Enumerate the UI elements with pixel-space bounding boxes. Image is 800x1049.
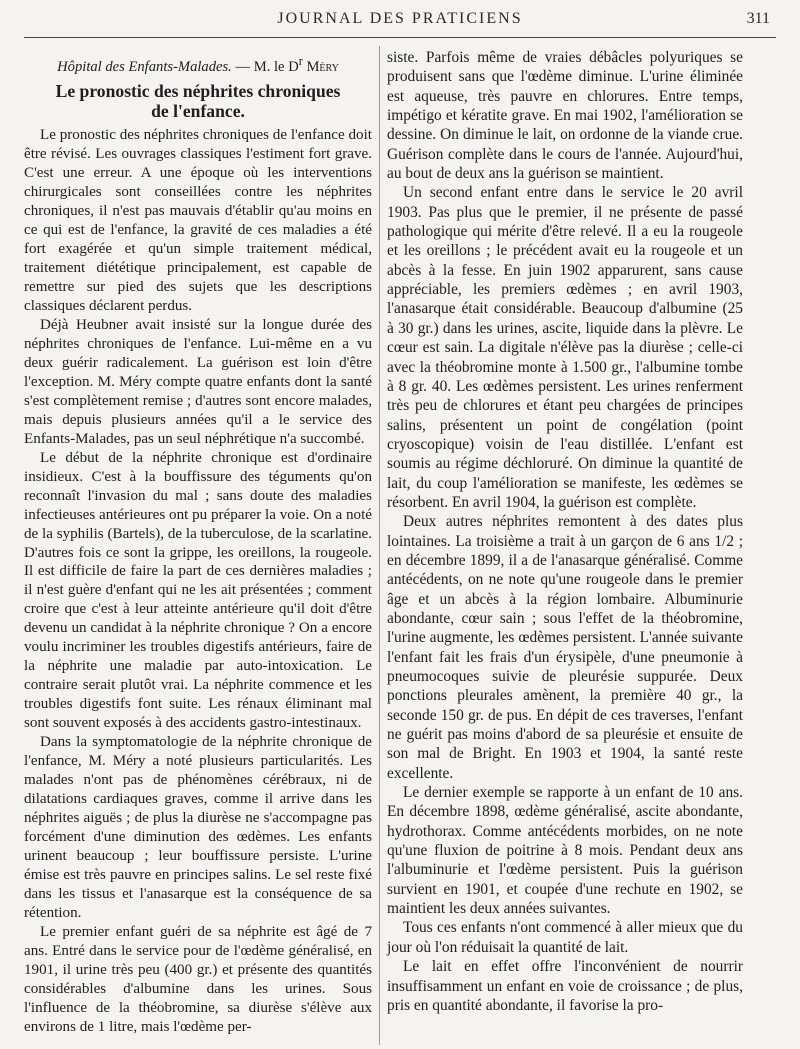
right-column	[387, 48, 743, 1043]
paragraph: Tous ces enfants n'ont commencé à aller mieux que du jour où l'on réduisait la quantité de lait.	[387, 919, 743, 956]
journal-title: JOURNAL DES PRATICIENS	[277, 10, 523, 27]
paragraph: Le lait en effet offre l'inconvénient de nourrir insuffisamment un enfant en voie de croissance ; de plus, pris en quantité abondante, il favorise la pro-	[387, 958, 743, 1014]
paragraph: Le premier enfant guéri de sa néphrite est âgé de 7 ans. Entré dans le service pour de l'œdème généralisé, en 1901, il urine très peu (400 gr.) et présente des quantités considérables d'albumine dans les urines. Sous l'influence de la théobromine, sa diurèse s'élève aux environs de 1 litre, mais l'œdème per-	[24, 924, 372, 1036]
paragraph-continued: siste. Parfois même de vraies débâcles polyuriques se produisent sans que l'œdème diminue. L'urine éliminée est aqueuse, très pauvre en chlorures. Entre temps, impétigo et kératite grave. En mai 1902, l'amélioration se dessine. On diminue le lait, on ordonne de la viande crue. Guérison complète dans le cours de l'année. Aujourd'hui, au bout de deux ans la guérison se maintient.	[387, 49, 743, 183]
paragraph: Déjà Heubner avait insisté sur la longue durée des néphrites chroniques de l'enfance. Lui-même en a vu deux guérir radicalement. La guérison est loin d'être l'exception. M. Méry compte quatre enfants dont la santé s'est complètement remise ; d'autres sont encore malades, mais depuis plusieurs années qu'il a le service des Enfants-Malades, pas un seul néphrétique n'a succombé.	[24, 316, 372, 447]
byline-author: Méry	[302, 58, 339, 75]
byline-dash: — M. le D	[231, 58, 299, 75]
left-column	[24, 48, 372, 1043]
paragraph: Un second enfant entre dans le service le 20 avril 1903. Pas plus que le premier, il ne présente de passé pathologique qui mérite d'être relevé. Il a eu la rougeole et les oreillons ; le précédent avait eu la rougeole et un abcès à la fesse. En juin 1902 apparurent, sans cause appréciable, les premiers œdèmes ; en avril 1903, l'anasarque était considérable. Beaucoup d'albumine (25 à 30 gr.) dans les urines, ascite, liquide dans la plèvre. Le cœur est sain. La digitale n'élève pas la diurèse ; celle-ci avec la théobromine monte à 1.500 gr., l'albumine tombe à 8 gr. 40. Les œdèmes persistent. Les urines renferment très peu de chlorures et étant peu chargées de principes salins, présentent un point de congélation (point cryoscopique) voisin de l'eau distillée. L'enfant est soumis au régime déchloruré. On diminue la quantité de lait, du coup l'amélioration se manifeste, les œdèmes se résorbent. En avril 1904, la guérison est complète.	[387, 184, 743, 511]
running-header	[0, 4, 800, 34]
paragraph: Deux autres néphrites remontent à des dates plus lointaines. La troisième a trait à un garçon de 6 ans 1/2 ; en décembre 1899, il a de l'anasarque généralisé. Comme antécédents, on ne note qu'une rougeole dans le premier âge et un abcès à la région lombaire. Albuminurie abondante, cœur sain ; sous l'effet de la théobromine, l'urine augmente, les œdèmes persistent. L'année suivante l'enfant fait les frais d'un érysipèle, d'une pneumonie à pneumocoques suivie de pleurésie suppurée. Deux ponctions pleurales amènent, la première 40 gr., la seconde 150 gr. de pus. En dépit de ces traverses, l'enfant ne guérit pas moins d'abord de sa pleurésie et ensuite de son mal de Bright. En 1903 et 1904, la santé reste excellente.	[387, 513, 743, 782]
header-rule	[24, 37, 776, 38]
column-divider	[379, 46, 380, 1045]
paragraph: Le pronostic des néphrites chroniques de l'enfance doit être révisé. Les ouvrages classiques l'estiment fort grave. C'est une erreur. A une époque où les interventions chirurgicales sont conseillées contre les néphrites chroniques, il n'est pas mauvais d'établir qu'au moins en ce qui est de l'enfance, la gravité de ces maladies a été fort exagérée et qu'un simple traitement médical, traitement diététique principalement, est capable de remettre sur pied des sujets que les descriptions classiques déclarent perdus.	[24, 126, 372, 314]
paragraph: Dans la symptomatologie de la néphrite chronique de l'enfance, M. Méry a noté plusieurs particularités. Les malades n'ont pas de phénomènes cérébraux, ni de dilatations cardiaques graves, comme il arrive dans les néphrites aiguës ; de plus la diurèse ne s'accompagne pas forcément d'une diminution des œdèmes. Les enfants urinent beaucoup ; leur bouffissure persiste. L'urine émise est très pauvre en principes salins. Le sel reste fixé dans les tissus et l'anasarque est la conséquence de sa rétention.	[24, 734, 372, 922]
article-byline	[24, 52, 372, 77]
article-title	[24, 81, 372, 121]
page-number: 311	[746, 10, 770, 27]
byline-hospital: Hôpital des Enfants-Malades.	[57, 58, 232, 75]
byline-superscript: r	[298, 54, 303, 68]
paragraph: Le début de la néphrite chronique est d'ordinaire insidieux. C'est à la bouffissure des téguments qu'on reconnaît l'invasion du mal ; sans doute des maladies infectieuses antérieures ont pu préparer la voie. On a noté de la syphilis (Bartels), de la tuberculose, de la scarlatine. D'autres fois ce sont la grippe, les oreillons, la rougeole. Il est difficile de faire la part de ces dernières maladies ; il n'est guère d'enfant qui ne les ait présentées ; comment croire que c'est à leur atteinte antérieure qu'il doit d'être devenu un candidat à la néphrite chronique ? On a encore voulu incriminer les troubles digestifs antérieurs, faire de la néphrite une maladie par auto-intoxication. Le contraire serait plutôt vrai. La néphrite commence et les troubles digestifs font suite. Les rénaux éliminant mal sont souvent exposés à des accidents gastro-intestinaux.	[24, 449, 372, 732]
paragraph: Le dernier exemple se rapporte à un enfant de 10 ans. En décembre 1898, œdème généralisé, ascite abondante, hydrothorax. Comme antécédents morbides, on ne note qu'une fluxion de poitrine à 8 mois. Pendant deux ans l'albuminurie et l'œdème persistent. Puis la guérison survient en 1901, et coupée d'une rechute en 1902, se maintient les deux années suivantes.	[387, 784, 743, 918]
article-title-line-1: Le pronostic des néphrites chroniques	[55, 80, 341, 101]
article-title-line-2: de l'enfance.	[151, 100, 245, 121]
